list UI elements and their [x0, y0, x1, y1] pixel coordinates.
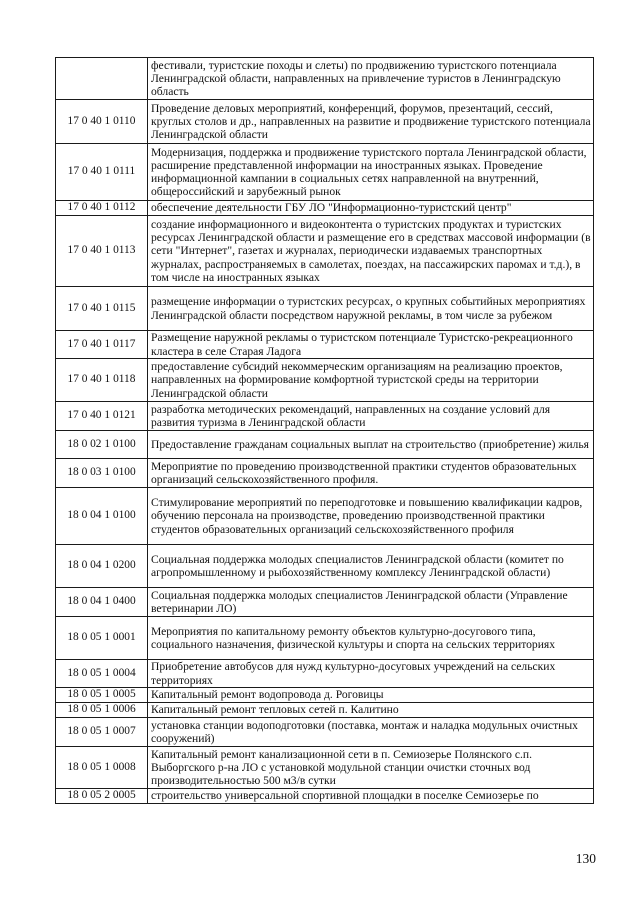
table-row	[56, 287, 594, 331]
table-row	[56, 488, 594, 545]
row-description: разработка методических рекомендаций, направленных на создание условий для развития туризма в Ленинградской области	[148, 402, 594, 431]
row-description: Капитальный ремонт канализационной сети в п. Семиозерье Полянского с.п. Выборгского р-на ЛО с установкой модульной станции очистки сточных вод производительностью 500 м3/в сутки	[148, 747, 594, 789]
row-description: установка станции водоподготовки (поставка, монтаж и наладка модульных очистных сооружений)	[148, 718, 594, 747]
row-code	[56, 58, 148, 100]
row-description: Предоставление гражданам социальных выплат на строительство (приобретение) жилья	[148, 431, 594, 459]
table-row	[56, 703, 594, 718]
row-description: Стимулирование мероприятий по переподготовке и повышению квалификации кадров, обучению персонала на производстве, проведению производственной практики студентов образовательных организаций сельскохозяйственного профиля	[148, 488, 594, 545]
table-row	[56, 359, 594, 402]
row-code: 18 0 03 1 0100	[56, 459, 148, 488]
row-code: 17 0 40 1 0113	[56, 216, 148, 287]
table-row	[56, 58, 594, 100]
table-row	[56, 431, 594, 459]
page-number: 130	[575, 851, 596, 866]
row-description: Социальная поддержка молодых специалистов Ленинградской области (Управление ветеринарии ЛО)	[148, 588, 594, 617]
row-description: предоставление субсидий некоммерческим организациям на реализацию проектов, направленных на формирование комфортной туристской среды на территории Ленинградской области	[148, 359, 594, 402]
row-description: создание информационного и видеоконтента о туристских продуктах и туристских ресурсах Ленинградской области и размещение его в средствах массовой информации (в сети "Интернет", газетах и журналах, периодически издаваемых транспортных журналах, распространяемых в самолетах, поездах, на пассажирских паромах и т.д.), в том числе на иностранных языках	[148, 216, 594, 287]
row-description: Приобретение автобусов для нужд культурно-досуговых учреждений на сельских территориях	[148, 660, 594, 688]
budget-code-table	[55, 57, 594, 804]
row-code: 17 0 40 1 0118	[56, 359, 148, 402]
table-row	[56, 789, 594, 804]
row-description: строительство универсальной спортивной площадки в поселке Семиозерье по	[148, 789, 594, 804]
row-description: фестивали, туристские походы и слеты) по продвижению туристского потенциала Ленинградской области, направленных на привлечение туристов в Ленинградскую область	[148, 58, 594, 100]
row-description: Проведение деловых мероприятий, конференций, форумов, презентаций, сессий, круглых столов и др., направленных на развитие и продвижение туристского потенциала Ленинградской области	[148, 100, 594, 144]
row-description: размещение информации о туристских ресурсах, о крупных событийных мероприятиях Ленинградской области посредством наружной рекламы, в том числе за рубежом	[148, 287, 594, 331]
row-code: 18 0 05 1 0001	[56, 617, 148, 660]
table-body	[56, 58, 594, 804]
row-code: 17 0 40 1 0112	[56, 201, 148, 216]
row-code: 18 0 04 1 0200	[56, 545, 148, 588]
table-row	[56, 660, 594, 688]
row-code: 17 0 40 1 0121	[56, 402, 148, 431]
table-row	[56, 718, 594, 747]
row-code: 17 0 40 1 0115	[56, 287, 148, 331]
row-description: Мероприятие по проведению производственной практики студентов образовательных организаций сельскохозяйственного профиля.	[148, 459, 594, 488]
table-row	[56, 100, 594, 144]
table-row	[56, 402, 594, 431]
row-code: 18 0 05 1 0005	[56, 688, 148, 703]
table-row	[56, 747, 594, 789]
table-row	[56, 331, 594, 359]
row-description: Социальная поддержка молодых специалистов Ленинградской области (комитет по агропромышленному и рыбохозяйственному комплексу Ленинградской области)	[148, 545, 594, 588]
table-row	[56, 688, 594, 703]
table-row	[56, 545, 594, 588]
row-description: Капитальный ремонт тепловых сетей п. Калитино	[148, 703, 594, 718]
row-description: Капитальный ремонт водопровода д. Роговицы	[148, 688, 594, 703]
row-code: 18 0 05 1 0007	[56, 718, 148, 747]
row-code: 18 0 04 1 0100	[56, 488, 148, 545]
row-code: 17 0 40 1 0117	[56, 331, 148, 359]
table-row	[56, 459, 594, 488]
row-code: 18 0 05 1 0008	[56, 747, 148, 789]
row-code: 18 0 04 1 0400	[56, 588, 148, 617]
row-code: 17 0 40 1 0110	[56, 100, 148, 144]
row-code: 18 0 05 1 0004	[56, 660, 148, 688]
row-code: 18 0 05 2 0005	[56, 789, 148, 804]
row-description: Размещение наружной рекламы о туристском потенциале Туристско-рекреационного кластера в селе Старая Ладога	[148, 331, 594, 359]
table-row	[56, 201, 594, 216]
row-code: 18 0 05 1 0006	[56, 703, 148, 718]
table-row	[56, 588, 594, 617]
table-row	[56, 617, 594, 660]
row-code: 17 0 40 1 0111	[56, 144, 148, 201]
row-code: 18 0 02 1 0100	[56, 431, 148, 459]
table-row	[56, 216, 594, 287]
row-description: обеспечение деятельности ГБУ ЛО "Информационно-туристский центр"	[148, 201, 594, 216]
row-description: Мероприятия по капитальному ремонту объектов культурно-досугового типа, социального назначения, физической культуры и спорта на сельских территориях	[148, 617, 594, 660]
row-description: Модернизация, поддержка и продвижение туристского портала Ленинградской области, расширение представленной информации на иностранных языках. Проведение информационной кампании в социальных сетях направленной на внутренний, общероссийский и зарубежный рынок	[148, 144, 594, 201]
table-row	[56, 144, 594, 201]
